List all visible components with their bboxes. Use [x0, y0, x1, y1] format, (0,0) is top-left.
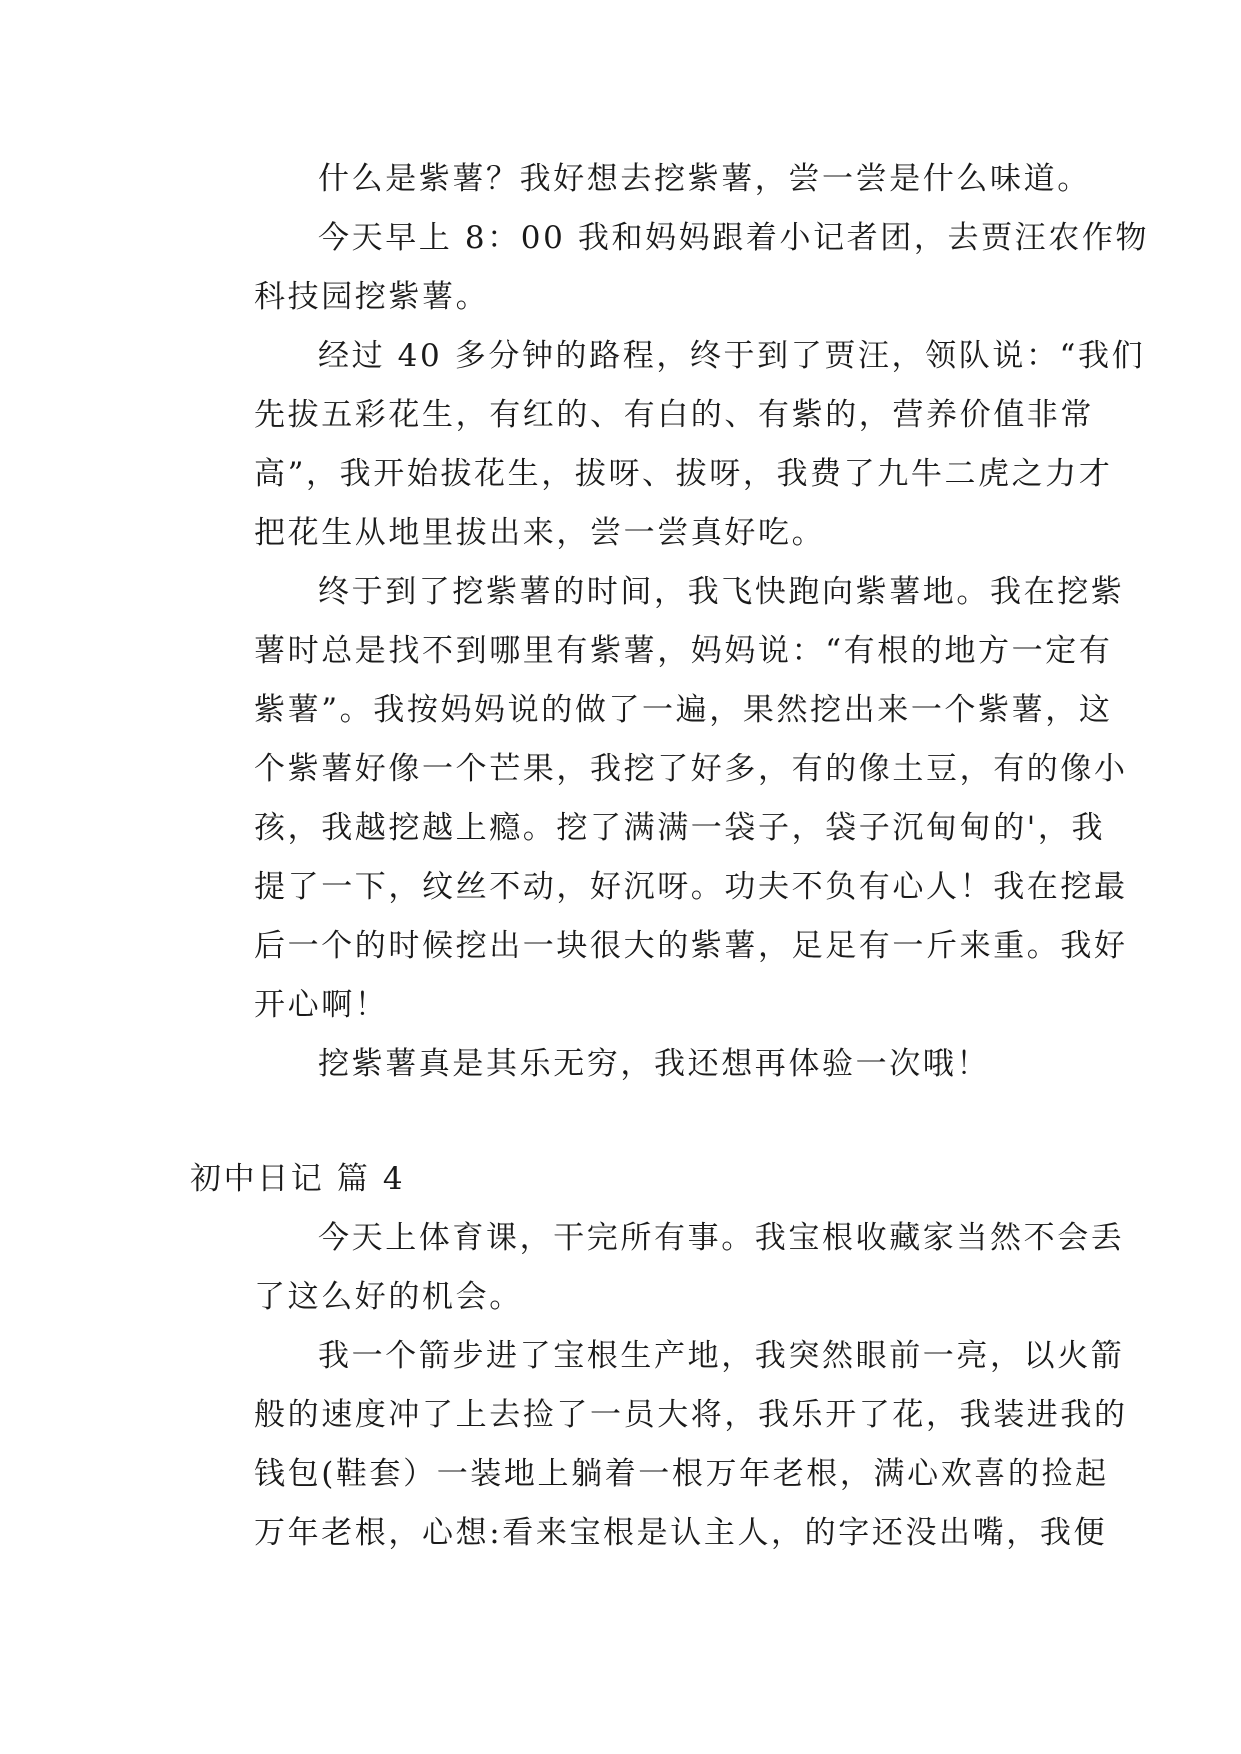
paragraph-3 [190, 327, 1146, 563]
text-line: 后一个的时候挖出一块很大的紫薯，足足有一斤来重。我好 [254, 928, 1128, 964]
text-line: 个紫薯好像一个芒果，我挖了好多，有的像土豆，有的像小 [254, 751, 1128, 787]
text-line: 万年老根，心想:看来宝根是认主人，的字还没出嘴，我便 [254, 1515, 1108, 1551]
section-heading: 初中日记 篇 4 [190, 1161, 406, 1197]
text-line: 钱包(鞋套）一装地上躺着一根万年老根，满心欢喜的捡起 [254, 1456, 1109, 1492]
text-line: 开心啊！ [254, 987, 389, 1023]
text-line: 今天早上 8：00 我和妈妈跟着小记者团，去贾汪农作物 [318, 220, 1150, 256]
text-line: 提了一下，纹丝不动，好沉呀。功夫不负有心人！我在挖最 [254, 869, 1128, 905]
paragraph-5 [190, 1035, 1050, 1094]
paragraph-4 [190, 563, 1128, 1035]
text-line: 把花生从地里拔出来，尝一尝真好吃。 [254, 515, 826, 551]
text-line: 般的速度冲了上去捡了一员大将，我乐开了花，我装进我的 [254, 1397, 1128, 1433]
paragraph-6 [190, 1209, 1125, 1327]
text-line: 挖紫薯真是其乐无穷，我还想再体验一次哦！ [318, 1046, 990, 1082]
text-line: 了这么好的机会。 [254, 1279, 523, 1315]
paragraph-1 [190, 150, 1091, 209]
text-line: 什么是紫薯？我好想去挖紫薯，尝一尝是什么味道。 [318, 161, 1091, 197]
paragraph-2 [190, 209, 1150, 327]
text-line: 薯时总是找不到哪里有紫薯，妈妈说：“有根的地方一定有 [254, 633, 1113, 669]
text-line: 科技园挖紫薯。 [254, 279, 490, 315]
text-line: 终于到了挖紫薯的时间，我飞快跑向紫薯地。我在挖紫 [318, 574, 1125, 610]
text-line: 我一个箭步进了宝根生产地，我突然眼前一亮，以火箭 [318, 1338, 1125, 1374]
text-line: 先拔五彩花生，有红的、有白的、有紫的，营养价值非常 [254, 397, 1094, 433]
text-line: 今天上体育课，干完所有事。我宝根收藏家当然不会丢 [318, 1220, 1125, 1256]
text-line: 孩，我越挖越上瘾。挖了满满一袋子，袋子沉甸甸的'，我 [254, 810, 1106, 846]
document-body [190, 150, 1150, 1563]
text-line: 紫薯”。我按妈妈说的做了一遍，果然挖出来一个紫薯，这 [254, 692, 1113, 728]
text-line: 高”，我开始拔花生，拔呀、拔呀，我费了九牛二虎之力才 [254, 456, 1113, 492]
paragraph-7 [190, 1327, 1128, 1563]
text-line: 经过 40 多分钟的路程，终于到了贾汪，领队说：“我们 [318, 338, 1146, 374]
